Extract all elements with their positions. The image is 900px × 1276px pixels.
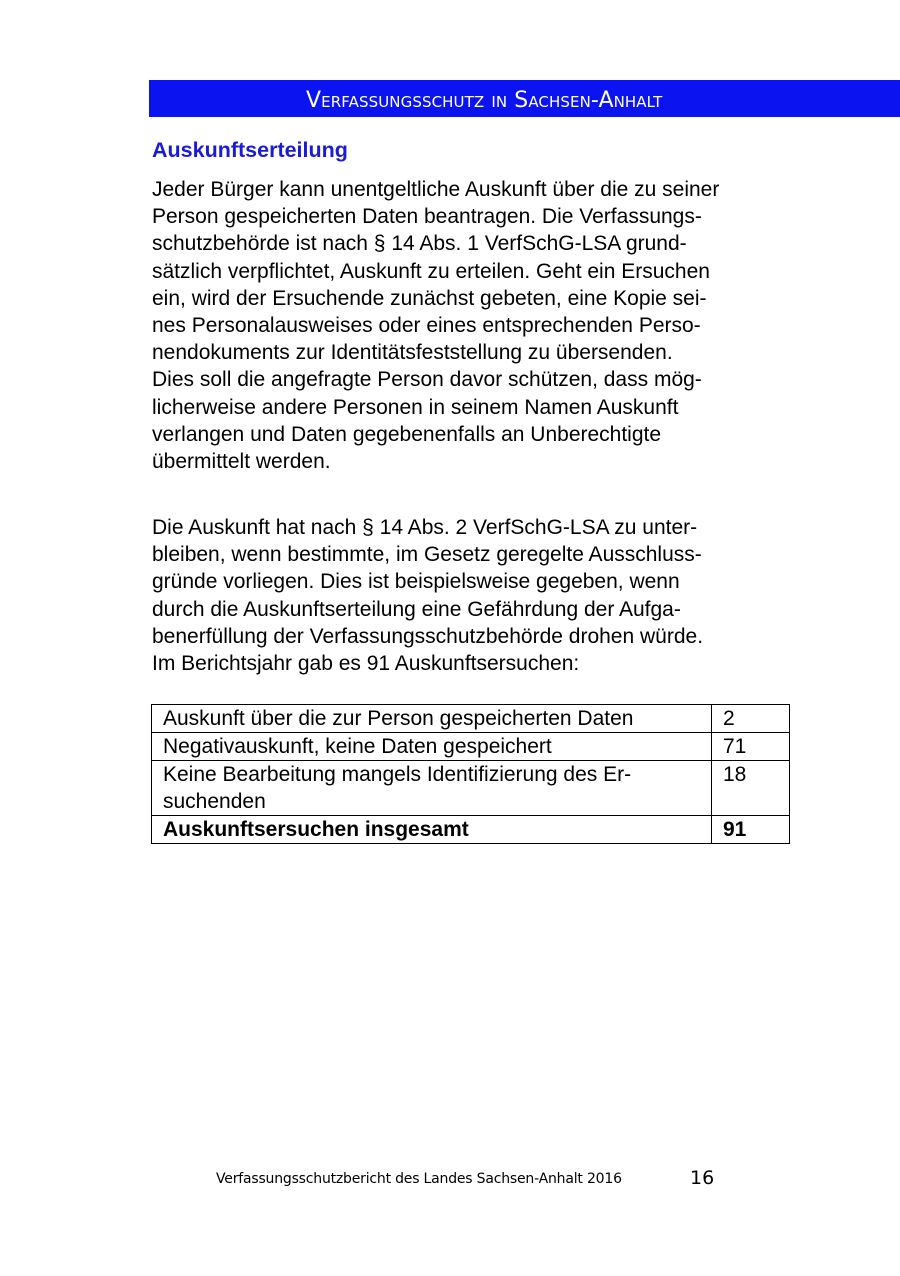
row-label-line: Keine Bearbeitung mangels Identifizierung des Er- xyxy=(163,763,632,786)
page-number: 16 xyxy=(690,1167,715,1189)
text-line: nes Personalausweises oder eines entsprechenden Perso- xyxy=(152,314,701,338)
row-value: 18 xyxy=(712,761,790,816)
text-line: Jeder Bürger kann unentgeltliche Auskunft über die zu seiner xyxy=(152,178,720,201)
row-value: 2 xyxy=(712,705,790,733)
row-label xyxy=(152,761,712,816)
text-line: gründe vorliegen. Dies ist beispielsweise gegeben, wenn xyxy=(152,570,680,594)
row-label-line: suchenden xyxy=(163,790,266,813)
table-total-row xyxy=(152,816,790,844)
text-line: benerfüllung der Verfassungsschutzbehörde drohen würde. xyxy=(152,624,704,648)
section-title: Auskunftserteilung xyxy=(152,138,348,162)
paragraph-intro xyxy=(152,176,802,475)
text-line: nendokuments zur Identitätsfeststellung zu übersenden. xyxy=(152,341,673,365)
text-line: Person gespeicherten Daten beantragen. Die Verfassungs- xyxy=(152,205,702,229)
text-line: Im Berichtsjahr gab es 91 Auskunftsersuchen: xyxy=(152,652,580,676)
row-label: Negativauskunft, keine Daten gespeichert xyxy=(152,733,712,761)
table-row xyxy=(152,761,790,816)
text-line: schutzbehörde ist nach § 14 Abs. 1 VerfSchG-LSA grund- xyxy=(152,232,687,256)
text-line: sätzlich verpflichtet, Auskunft zu erteilen. Geht ein Ersuchen xyxy=(152,259,710,283)
total-label: Auskunftsersuchen insgesamt xyxy=(152,816,712,844)
text-line: Dies soll die angefragte Person davor schützen, dass mög- xyxy=(152,368,702,392)
table-row xyxy=(152,705,790,733)
header-bar xyxy=(149,80,900,117)
footer-text: Verfassungsschutzbericht des Landes Sachsen-Anhalt 2016 xyxy=(216,1171,622,1187)
header-title: Verfassungsschutz in Sachsen-Anhalt xyxy=(306,88,663,113)
text-line: ein, wird der Ersuchende zunächst gebeten, eine Kopie sei- xyxy=(152,286,707,310)
paragraph-restrictions xyxy=(152,514,802,677)
text-line: licherweise andere Personen in seinem Namen Auskunft xyxy=(152,395,679,419)
row-value: 71 xyxy=(712,733,790,761)
row-label: Auskunft über die zur Person gespeicherten Daten xyxy=(152,705,712,733)
requests-table xyxy=(151,704,790,844)
text-line: durch die Auskunftserteilung eine Gefährdung der Aufga- xyxy=(152,597,681,621)
total-value: 91 xyxy=(712,816,790,844)
text-line: übermittelt werden. xyxy=(152,450,331,474)
text-line: verlangen und Daten gegebenenfalls an Unberechtigte xyxy=(152,422,662,446)
text-line: bleiben, wenn bestimmte, im Gesetz geregelte Ausschluss- xyxy=(152,543,702,567)
text-line: Die Auskunft hat nach § 14 Abs. 2 VerfSchG-LSA zu unter- xyxy=(152,516,698,539)
table-row xyxy=(152,733,790,761)
